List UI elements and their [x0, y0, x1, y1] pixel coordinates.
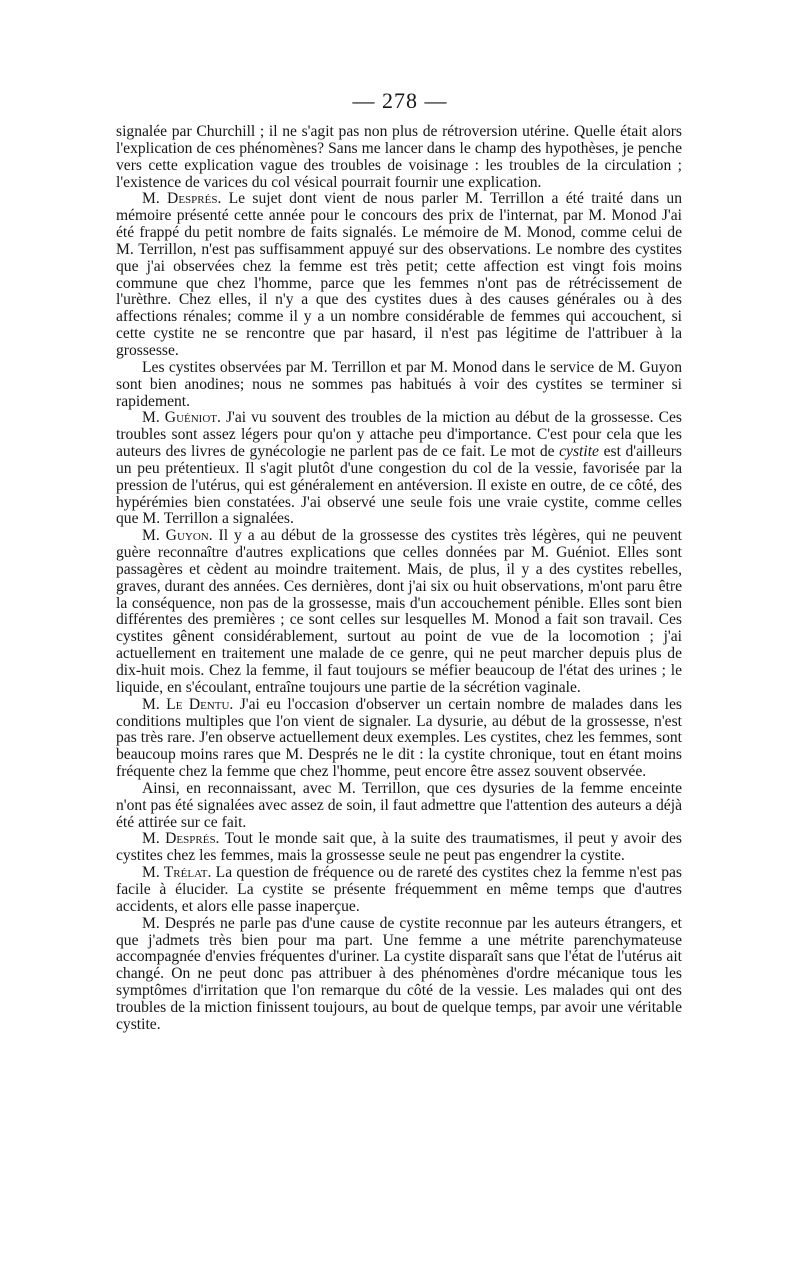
- paragraph-4: [116, 410, 682, 528]
- paragraph-text: Les cystites observées par M. Terrillon et par M. Monod dans le service de M. Guyon sont bien anodines; nous ne sommes pas habitués à voir des cystites se terminer si rapidement.: [116, 358, 682, 410]
- paragraph-text: J'ai eu l'occasion d'observer un certain nombre de malades dans les conditions multiples que l'on vient de signaler. La dysurie, au début de la grossesse, n'est pas très rare. J'en observe actuellement deux exemples. Les cystites, chez les femmes, sont beaucoup moins rares que M. Després ne le dit : la cystite chronique, tout en étant moins fréquente chez la femme que chez l'homme, peut encore être assez souvent observée.: [116, 695, 682, 781]
- paragraph-text: Tout le monde sait que, à la suite des traumatismes, il peut y avoir des cystites chez les femmes, mais la grossesse seule ne peut pas engendrer la cystite.: [116, 830, 682, 865]
- paragraph-7: [116, 781, 682, 832]
- paragraph-text: signalée par Churchill ; il ne s'agit pas non plus de rétroversion utérine. Quelle était alors l'explication de ces phénomènes? Sans me lancer dans le champ des hypothèses, je penche vers cette explication vague des troubles de voisinage : les troubles de la circulation ; l'existence de varices du col vésical pourrait fournir une explication.: [116, 123, 682, 191]
- paragraph-1: [116, 124, 682, 191]
- paragraph-text: La question de fréquence ou de rareté des cystites chez la femme n'est pas facile à élucider. La cystite se présente fréquemment en même temps que d'autres accidents, et alors elle passe inaperçue.: [116, 864, 682, 915]
- speaker-name: M. Guéniot.: [142, 409, 221, 427]
- speaker-name: M. Guyon.: [142, 527, 213, 545]
- paragraph-text: M. Després ne parle pas d'une cause de cystite reconnue par les auteurs étrangers, et que j'admets très bien pour ma part. Une femme a une métrite parenchymateuse accompagnée d'envies fréquentes d'uriner. La cystite disparaît sans que l'état de l'utérus ait changé. On ne peut donc pas attribuer à des phénomènes d'ordre mécanique tous les symptômes d'irritation que l'on remarque du côté de la vessie. Les malades qui ont des troubles de la miction finissent toujours, au bout de quelque temps, par avoir une véritable cystite.: [116, 914, 682, 1033]
- paragraph-text: est d'ailleurs un peu prétentieux. Il s'agit plutôt d'une congestion du col de la vessie, favorisée par la pression de l'utérus, qui est généralement en antéversion. Il existe en outre, de ce côté, des hypérémies bien constatées. J'ai observé une seule fois une vraie cystite, comme celles que M. Terrillon a signalées.: [116, 443, 682, 528]
- paragraph-8: [116, 831, 682, 865]
- paragraph-6: [116, 697, 682, 781]
- speaker-name: M. Després.: [142, 190, 222, 208]
- paragraph-text: J'ai vu souvent des troubles de la miction au début de la grossesse. Ces troubles sont assez légers pour qu'on y attache peu d'importance. C'est pour cela que les auteurs des livres de gynécologie ne parlent pas de ce fait. Le mot de: [116, 409, 682, 461]
- speaker-name: M. Després.: [142, 830, 220, 848]
- paragraph-text: Il y a au début de la grossesse des cystites très légères, qui ne peuvent guère reconnaître d'autres explications que celles données par M. Guéniot. Elles sont passagères et cèdent au moindre traitement. Mais, de plus, il y a des cystites rebelles, graves, durant des années. Ces dernières, dont j'ai six ou huit observations, m'ont paru être la conséquence, non pas de la grossesse, mais d'un accouchement pénible. Elles sont bien différentes des premières ; ce sont celles sur lesquelles M. Monod a fait son travail. Ces cystites gênent considérablement, surtout au point de vue de la locomotion ; j'ai actuellement en traitement une malade de ce genre, qui ne peut marcher depuis plus de dix-huit mois. Chez la femme, il faut toujours se méfier beaucoup de l'état des urines ; le liquide, en s'écoulant, entraîne toujours une partie de la sécrétion vaginale.: [116, 527, 682, 696]
- paragraph-text: Ainsi, en reconnaissant, avec M. Terrillon, que ces dysuries de la femme enceinte n'ont pas été signalées avec assez de soin, il faut admettre que l'attention des auteurs a déjà été attirée sur ce fait.: [116, 779, 682, 831]
- italic-term: cystite: [559, 443, 599, 461]
- paragraph-3: [116, 360, 682, 411]
- paragraph-5: [116, 528, 682, 696]
- speaker-name: M. Le Dentu.: [142, 695, 234, 713]
- page-number: — 278 —: [352, 88, 448, 113]
- speaker-name: M. Trélat.: [142, 864, 212, 882]
- paragraph-9: [116, 865, 682, 916]
- paragraph-text: Le sujet dont vient de nous parler M. Terrillon a été traité dans un mémoire présenté cette année pour le concours des prix de l'internat, par M. Monod J'ai été frappé du petit nombre de faits signalés. Le mémoire de M. Monod, comme celui de M. Terrillon, n'est pas suffisamment appuyé sur des observations. Le nombre des cystites que j'ai observées chez la femme est très petit; cette affection est vingt fois moins commune que chez l'homme, parce que les femmes n'ont pas de rétrécissement de l'urèthre. Chez elles, il n'y a que des cystites dues à des causes générales ou à des affections rénales; comme il y a un nombre considérable de femmes qui accouchent, si cette cystite ne se rencontre que par hasard, il n'est pas légitime de l'attribuer à la grossesse.: [116, 190, 682, 359]
- paragraph-10: [116, 916, 682, 1034]
- paragraph-2: [116, 191, 682, 359]
- body-text: [116, 124, 682, 1034]
